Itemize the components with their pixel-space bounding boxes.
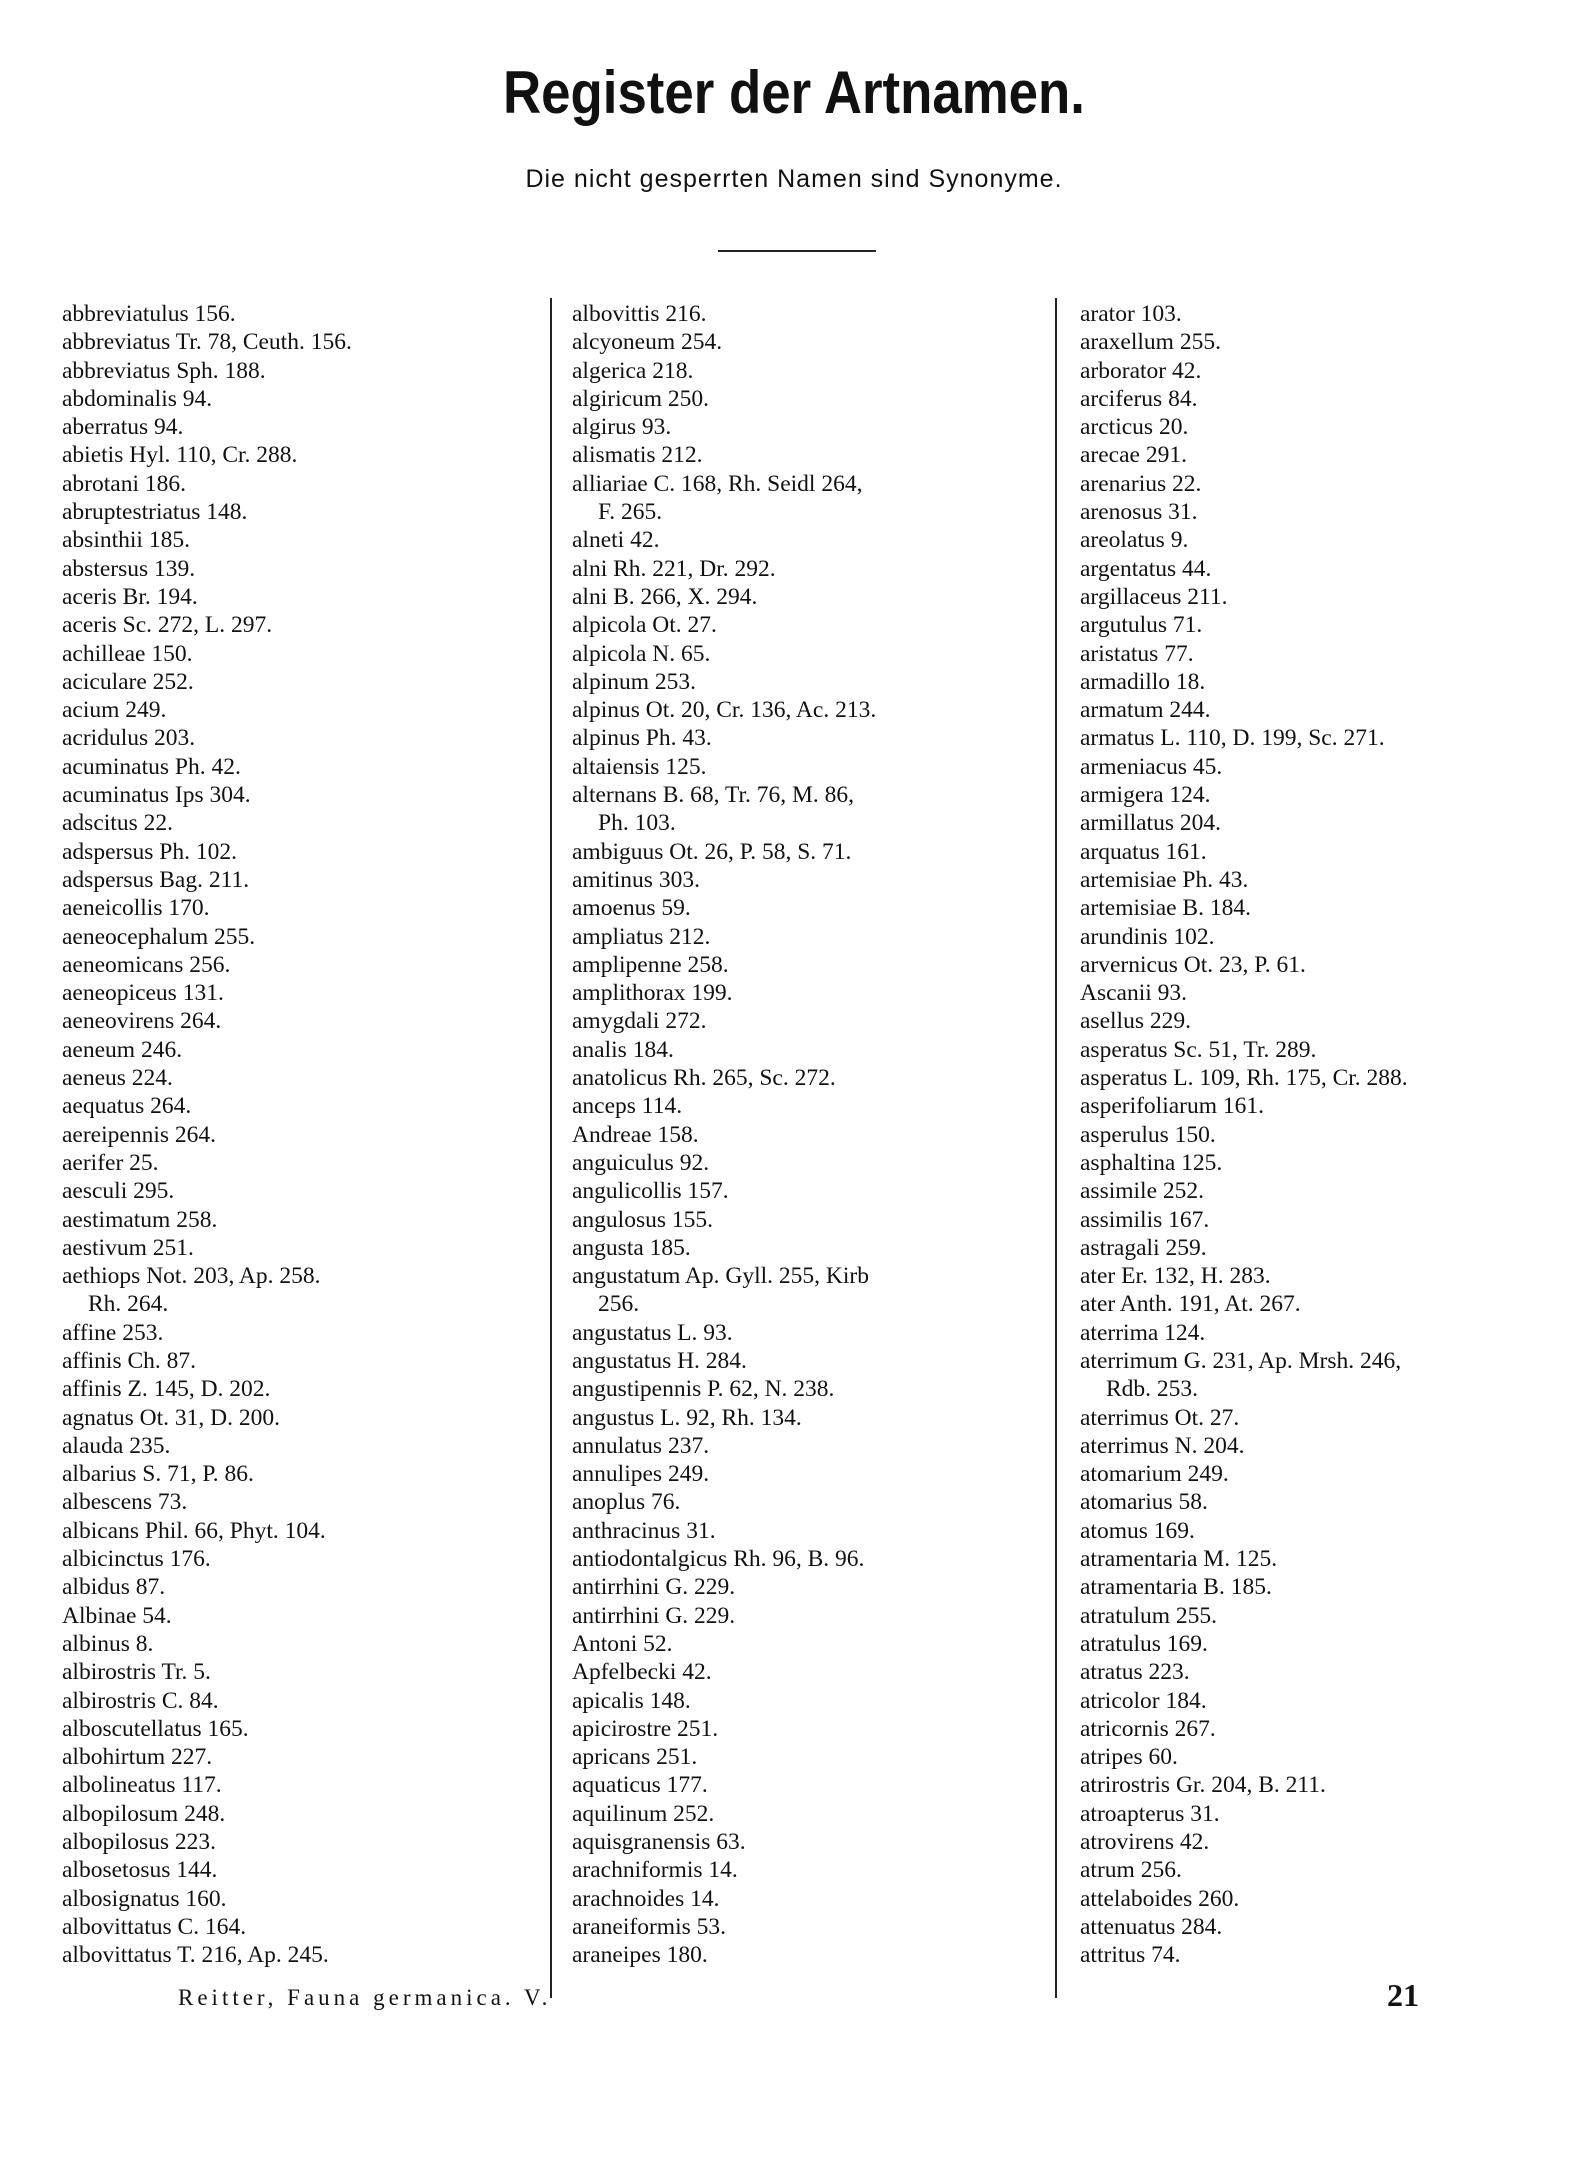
index-entry: albirostris Tr. 5.: [62, 1659, 211, 1686]
index-entry: aequatus 264.: [62, 1093, 192, 1120]
index-entry: amplithorax 199.: [572, 980, 733, 1007]
index-entry: aerifer 25.: [62, 1149, 159, 1176]
index-entry: albovittis 216.: [572, 301, 707, 327]
index-entry: atomus 169.: [1080, 1517, 1195, 1544]
index-entry: aethiops Not. 203, Ap. 258.: [62, 1263, 321, 1290]
index-entry: arator 103.: [1080, 301, 1182, 327]
index-entry: asperifoliarum 161.: [1080, 1093, 1265, 1120]
index-entry: abstersus 139.: [62, 555, 196, 582]
index-entry: albopilosus 223.: [62, 1829, 217, 1856]
index-entry: aeneicollis 170.: [62, 895, 210, 922]
index-entry: arachniformis 14.: [572, 1857, 738, 1884]
index-entry: assimile 252.: [1080, 1178, 1205, 1205]
index-entry: alpicola Ot. 27.: [572, 612, 717, 639]
index-entry: annulipes 249.: [572, 1461, 710, 1488]
index-entry: adscitus 22.: [62, 810, 173, 837]
index-entry: apicirostre 251.: [572, 1715, 719, 1742]
index-entry: albicans Phil. 66, Phyt. 104.: [62, 1517, 326, 1544]
index-entry: atratus 223.: [1080, 1659, 1190, 1686]
index-entry: astragali 259.: [1080, 1234, 1207, 1261]
index-entry: attelaboides 260.: [1080, 1885, 1240, 1912]
index-entry: arecae 291.: [1080, 442, 1187, 469]
index-entry: alternans B. 68, Tr. 76, M. 86,: [572, 782, 855, 809]
index-entry: angulosus 155.: [572, 1206, 713, 1233]
index-entry: albicinctus 176.: [62, 1546, 211, 1573]
header-divider: [718, 250, 876, 252]
index-entry: Ph. 103.: [598, 810, 676, 837]
index-entry: areolatus 9.: [1080, 527, 1189, 554]
index-entry: algiricum 250.: [572, 385, 710, 412]
index-entry: artemisiae B. 184.: [1080, 895, 1251, 922]
index-entry: ampliatus 212.: [572, 923, 711, 950]
column-divider-2: [1055, 298, 1057, 1998]
index-entry: abietis Hyl. 110, Cr. 288.: [62, 442, 298, 469]
index-entry: aeneum 246.: [62, 1036, 183, 1063]
index-entry: arundinis 102.: [1080, 923, 1215, 950]
index-entry: angustipennis P. 62, N. 238.: [572, 1376, 835, 1403]
index-entry: adspersus Ph. 102.: [62, 838, 237, 865]
index-entry: argillaceus 211.: [1080, 583, 1228, 610]
index-entry: Rdb. 253.: [1106, 1376, 1199, 1403]
index-entry: amoenus 59.: [572, 895, 691, 922]
index-entry: achilleae 150.: [62, 640, 193, 667]
index-entry: alni Rh. 221, Dr. 292.: [572, 555, 776, 582]
index-entry: asperatus Sc. 51, Tr. 289.: [1080, 1036, 1317, 1063]
index-entry: albosignatus 160.: [62, 1885, 227, 1912]
index-entry: aceris Sc. 272, L. 297.: [62, 612, 273, 639]
index-entry: abruptestriatus 148.: [62, 499, 248, 526]
index-entry: angulicollis 157.: [572, 1178, 729, 1205]
index-entry: armatus L. 110, D. 199, Sc. 271.: [1080, 725, 1385, 752]
index-entry: agnatus Ot. 31, D. 200.: [62, 1404, 281, 1431]
index-entry: armatum 244.: [1080, 697, 1211, 724]
index-entry: aterrima 124.: [1080, 1319, 1206, 1346]
index-entry: aciculare 252.: [62, 668, 194, 695]
index-entry: attritus 74.: [1080, 1942, 1181, 1969]
index-entry: angustatus L. 93.: [572, 1319, 733, 1346]
index-entry: Rh. 264.: [88, 1291, 169, 1318]
index-entry: alismatis 212.: [572, 442, 703, 469]
index-entry: armillatus 204.: [1080, 810, 1221, 837]
index-entry: aereipennis 264.: [62, 1121, 217, 1148]
index-entry: arenarius 22.: [1080, 470, 1202, 497]
index-entry: acuminatus Ips 304.: [62, 782, 251, 809]
index-column-1: [62, 300, 542, 1970]
index-entry: angustatum Ap. Gyll. 255, Kirb: [572, 1263, 869, 1290]
index-entry: alpinum 253.: [572, 668, 697, 695]
index-entry: antirrhini G. 229.: [572, 1574, 736, 1601]
index-entry: angusta 185.: [572, 1234, 691, 1261]
index-entry: aestivum 251.: [62, 1234, 194, 1261]
index-entry: asperatus L. 109, Rh. 175, Cr. 288.: [1080, 1065, 1408, 1092]
index-entry: aquisgranensis 63.: [572, 1829, 746, 1856]
index-entry: albidus 87.: [62, 1574, 166, 1601]
index-entry: aestimatum 258.: [62, 1206, 218, 1233]
index-entry: albopilosum 248.: [62, 1800, 226, 1827]
index-entry: alliariae C. 168, Rh. Seidl 264,: [572, 470, 863, 497]
index-entry: atricornis 267.: [1080, 1715, 1216, 1742]
index-entry: acium 249.: [62, 697, 167, 724]
index-entry: abdominalis 94.: [62, 385, 213, 412]
index-entry: atrirostris Gr. 204, B. 211.: [1080, 1772, 1326, 1799]
index-entry: atricolor 184.: [1080, 1687, 1207, 1714]
index-entry: Antoni 52.: [572, 1630, 673, 1657]
index-entry: altaiensis 125.: [572, 753, 707, 780]
column-divider-1: [550, 298, 552, 1998]
index-entry: anguiculus 92.: [572, 1149, 710, 1176]
index-entry: araneiformis 53.: [572, 1913, 727, 1940]
index-entry: aquaticus 177.: [572, 1772, 708, 1799]
index-entry: abbreviatus Sph. 188.: [62, 357, 266, 384]
index-entry: asellus 229.: [1080, 1008, 1191, 1035]
index-entry: arciferus 84.: [1080, 385, 1198, 412]
index-entry: atratulum 255.: [1080, 1602, 1218, 1629]
index-column-2: [572, 300, 1042, 1970]
index-entry: atrum 256.: [1080, 1857, 1182, 1884]
index-entry: aesculi 295.: [62, 1178, 175, 1205]
index-entry: argentatus 44.: [1080, 555, 1212, 582]
index-entry: atroapterus 31.: [1080, 1800, 1220, 1827]
index-entry: arachnoides 14.: [572, 1885, 720, 1912]
page-title: Register der Artnamen.: [503, 59, 1085, 126]
index-entry: ater Anth. 191, At. 267.: [1080, 1291, 1301, 1318]
index-entry: amplipenne 258.: [572, 951, 729, 978]
index-entry: affinis Ch. 87.: [62, 1347, 197, 1374]
index-entry: affinis Z. 145, D. 202.: [62, 1376, 271, 1403]
index-entry: antiodontalgicus Rh. 96, B. 96.: [572, 1546, 865, 1573]
index-entry: algerica 218.: [572, 357, 694, 384]
index-entry: ater Er. 132, H. 283.: [1080, 1263, 1271, 1290]
index-entry: acridulus 203.: [62, 725, 196, 752]
index-entry: algirus 93.: [572, 414, 672, 441]
index-entry: arborator 42.: [1080, 357, 1202, 384]
index-entry: albinus 8.: [62, 1630, 154, 1657]
index-entry: aterrimus N. 204.: [1080, 1432, 1245, 1459]
index-entry: albolineatus 117.: [62, 1772, 222, 1799]
index-entry: arvernicus Ot. 23, P. 61.: [1080, 951, 1306, 978]
index-entry: albarius S. 71, P. 86.: [62, 1461, 254, 1488]
index-entry: Ascanii 93.: [1080, 980, 1188, 1007]
index-entry: anthracinus 31.: [572, 1517, 716, 1544]
index-entry: anatolicus Rh. 265, Sc. 272.: [572, 1065, 836, 1092]
index-entry: armigera 124.: [1080, 782, 1211, 809]
index-entry: armadillo 18.: [1080, 668, 1206, 695]
index-entry: apicalis 148.: [572, 1687, 691, 1714]
index-entry: amygdali 272.: [572, 1008, 707, 1035]
index-entry: assimilis 167.: [1080, 1206, 1210, 1233]
index-entry: araxellum 255.: [1080, 329, 1221, 356]
index-entry: arcticus 20.: [1080, 414, 1189, 441]
index-entry: Albinae 54.: [62, 1602, 172, 1629]
index-entry: aterrimum G. 231, Ap. Mrsh. 246,: [1080, 1347, 1402, 1374]
index-entry: aeneovirens 264.: [62, 1008, 222, 1035]
index-entry: alpicola N. 65.: [572, 640, 711, 667]
index-entry: aterrimus Ot. 27.: [1080, 1404, 1240, 1431]
index-entry: ambiguus Ot. 26, P. 58, S. 71.: [572, 838, 852, 865]
index-entry: albescens 73.: [62, 1489, 188, 1516]
index-entry: atripes 60.: [1080, 1744, 1178, 1771]
index-entry: alcyoneum 254.: [572, 329, 723, 356]
index-column-3: [1080, 300, 1580, 1970]
index-entry: albosetosus 144.: [62, 1857, 218, 1884]
index-entry: arenosus 31.: [1080, 499, 1198, 526]
index-entry: atomarium 249.: [1080, 1461, 1229, 1488]
index-entry: Andreae 158.: [572, 1121, 699, 1148]
index-entry: atratulus 169.: [1080, 1630, 1208, 1657]
index-entry: armeniacus 45.: [1080, 753, 1223, 780]
index-entry: attenuatus 284.: [1080, 1913, 1223, 1940]
index-entry: asphaltina 125.: [1080, 1149, 1223, 1176]
index-entry: albovittatus C. 164.: [62, 1913, 247, 1940]
index-entry: anceps 114.: [572, 1093, 683, 1120]
index-entry: analis 184.: [572, 1036, 674, 1063]
index-entry: Apfelbecki 42.: [572, 1659, 712, 1686]
index-entry: aristatus 77.: [1080, 640, 1194, 667]
index-entry: abrotani 186.: [62, 470, 186, 497]
index-entry: artemisiae Ph. 43.: [1080, 866, 1249, 893]
index-entry: aberratus 94.: [62, 414, 184, 441]
index-entry: asperulus 150.: [1080, 1121, 1216, 1148]
index-entry: affine 253.: [62, 1319, 164, 1346]
index-entry: albohirtum 227.: [62, 1744, 213, 1771]
index-entry: angustatus H. 284.: [572, 1347, 747, 1374]
index-entry: annulatus 237.: [572, 1432, 710, 1459]
index-entry: acuminatus Ph. 42.: [62, 753, 241, 780]
index-entry: angustus L. 92, Rh. 134.: [572, 1404, 802, 1431]
index-entry: aeneomicans 256.: [62, 951, 231, 978]
index-entry: aceris Br. 194.: [62, 583, 198, 610]
index-entry: aeneopiceus 131.: [62, 980, 224, 1007]
index-entry: absinthii 185.: [62, 527, 190, 554]
index-entry: albirostris C. 84.: [62, 1687, 219, 1714]
index-entry: 256.: [598, 1291, 640, 1318]
page-subtitle: Die nicht gesperrten Namen sind Synonyme.: [525, 165, 1063, 193]
index-entry: atramentaria M. 125.: [1080, 1546, 1278, 1573]
index-entry: argutulus 71.: [1080, 612, 1203, 639]
index-entry: abbreviatus Tr. 78, Ceuth. 156.: [62, 329, 352, 356]
index-entry: atramentaria B. 185.: [1080, 1574, 1272, 1601]
index-entry: aeneus 224.: [62, 1065, 173, 1092]
index-entry: alpinus Ph. 43.: [572, 725, 712, 752]
index-entry: alpinus Ot. 20, Cr. 136, Ac. 213.: [572, 697, 877, 724]
index-entry: apricans 251.: [572, 1744, 698, 1771]
footer-citation: Reitter, Fauna germanica. V.: [178, 1985, 552, 2010]
page-number: 21: [1387, 1977, 1419, 2013]
index-entry: aeneocephalum 255.: [62, 923, 256, 950]
index-entry: atomarius 58.: [1080, 1489, 1208, 1516]
index-entry: antirrhini G. 229.: [572, 1602, 736, 1629]
index-entry: atrovirens 42.: [1080, 1829, 1210, 1856]
index-entry: alneti 42.: [572, 527, 660, 554]
index-entry: F. 265.: [598, 499, 663, 526]
index-entry: alauda 235.: [62, 1432, 171, 1459]
index-entry: arquatus 161.: [1080, 838, 1207, 865]
index-entry: albovittatus T. 216, Ap. 245.: [62, 1942, 329, 1969]
index-entry: araneipes 180.: [572, 1942, 708, 1969]
index-entry: amitinus 303.: [572, 866, 700, 893]
index-entry: anoplus 76.: [572, 1489, 681, 1516]
index-entry: alboscutellatus 165.: [62, 1715, 249, 1742]
index-entry: aquilinum 252.: [572, 1800, 715, 1827]
index-entry: adspersus Bag. 211.: [62, 866, 250, 893]
index-entry: abbreviatulus 156.: [62, 301, 236, 327]
index-entry: alni B. 266, X. 294.: [572, 583, 758, 610]
